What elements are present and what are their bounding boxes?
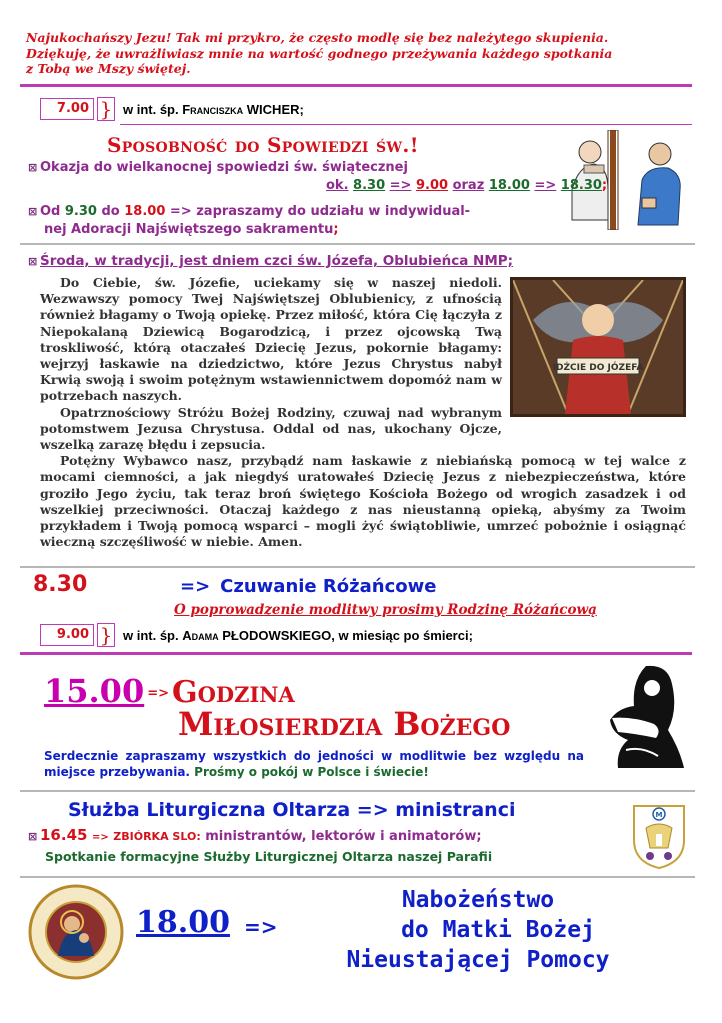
- wednesday-text: Środa, w tradycji, jest dniem czci św. Józefa, Oblubieńca NMP;: [40, 253, 514, 269]
- intention-name: Franciszka WICHER;: [182, 101, 304, 117]
- intention-prefix: w int. śp.: [123, 101, 183, 117]
- mercy-title-2: Miłosierdzia Bożego: [178, 705, 511, 743]
- times-i: ;: [601, 178, 608, 193]
- prayer-st-joseph: [40, 275, 686, 550]
- mercy-time: 15.00: [44, 672, 145, 710]
- times-f: 18.00: [488, 178, 530, 193]
- svg-text:M: M: [655, 811, 663, 819]
- divider: [20, 243, 695, 245]
- divider: [20, 790, 695, 792]
- divider: [120, 124, 692, 125]
- rosary-title: [180, 576, 436, 597]
- bullet-icon: ⊠: [28, 255, 38, 268]
- formation-meeting: Spotkanie formacyjne Służby Liturgicznej Oltarza naszej Parafii: [45, 849, 493, 864]
- times-d: 9.00: [415, 178, 449, 193]
- devotion-title: [288, 885, 668, 975]
- intention-prefix: w int. śp.: [123, 627, 183, 643]
- mercy-invitation: [44, 748, 584, 780]
- altar-servers-title: Służba Liturgiczna Oltarza => ministranci: [68, 799, 516, 821]
- bullet-icon: ⊠: [28, 205, 38, 218]
- divider: [20, 566, 695, 568]
- st-joseph-image: [510, 277, 686, 417]
- item2-c: do: [96, 204, 125, 219]
- confession-times: [326, 178, 607, 193]
- item2-f: nej Adoracji Najświętszego sakramentu: [44, 222, 334, 237]
- meeting-label: ZBIÓRKA SLO:: [113, 830, 201, 843]
- mass-time: 7.00: [40, 98, 94, 120]
- image-caption: IDŹCIE DO JÓZEFA: [552, 363, 644, 373]
- times-g: =>: [534, 178, 557, 193]
- devotion-line-3: Nieustającej Pomocy: [346, 947, 610, 973]
- peace-prayer-text: Prośmy o pokój w Polsce i świecie!: [194, 765, 429, 779]
- item2-e: => zapraszamy do udziału w indywidual-: [165, 204, 471, 219]
- invitation-text: Serdecznie zapraszamy wszystkich do jedności w modlitwie bez względu na miejsce przebywania.: [44, 749, 584, 779]
- mass-intention: [123, 628, 473, 643]
- mercy-title-1: Godzina: [172, 675, 295, 710]
- intro-line-3: z Tobą we Mszy świętej.: [26, 61, 191, 76]
- rosary-note: O poprowadzenie modlitwy prosimy Rodzinę Różańcową: [174, 602, 597, 618]
- confession-item-1: [28, 160, 408, 175]
- arrow-icon: =>: [180, 576, 211, 597]
- mass-time: 9.00: [40, 624, 94, 646]
- mass-intention: [123, 102, 304, 117]
- prayer-paragraph-3: Potężny Wybawco nasz, przybądź nam łaskawie z niebiańską pomocą w tej walce z mocami ciemności, a jak niegdyś uratowałeś Dziecię Jezus z niebezpieczeństwa, które groziło Jego życiu, tak teraz broń świętego Kościoła Bożego od wrogich zasadzek i od wszelkiej przeciwności. Otaczaj każdego z nas nieustanną opieką, abyśmy za Twoim przykładem i Twoją pomocą wsparci – mogli żyć świątobliwie, umrzeć pobożnie i osiągnąć wieczną szczęśliwość w niebie. Amen.: [40, 453, 686, 550]
- prayer-paragraph-1: Do Ciebie, św. Józefie, uciekamy się w naszej niedoli. Wezwawszy pomocy Twej Najświętszej Oblubienicy, z ufnością również błagamy o Twoją opiekę. Przez miłość, która Cię łączyła z Niepokalaną Dziewicą Bogarodzicą, i przez ojcowską Twą troskliwość, którą otaczałeś Dziecię Jezus, pokornie błagamy: wejrzyj łaskawie na dziedzictwo, które Jezus Chrystus nabył Krwią swoją i swoim potężnym wstawiennictwem dopomóż nam w potrzebach naszych.: [40, 275, 502, 404]
- item2-a: Od: [40, 204, 65, 219]
- times-b: 8.30: [353, 178, 386, 193]
- meeting-time: 16.45: [40, 826, 88, 844]
- rosary-time: 8.30: [33, 572, 88, 597]
- brace-icon: }: [97, 97, 115, 121]
- divider: [20, 876, 695, 878]
- item2-b: 9.30: [64, 204, 97, 219]
- times-h: 18.30: [560, 178, 602, 193]
- brace-icon: }: [97, 623, 115, 647]
- mass-entry-9: [40, 622, 473, 648]
- confession-item-1-text: Okazja do wielkanocnej spowiedzi św. świątecznej: [40, 160, 408, 175]
- intro-line-2: Dziękuję, że uwrażliwiasz mnie na wartość godnego przeżywania każdego spotkania: [26, 45, 613, 61]
- rosary-title-text: Czuwanie Różańcowe: [220, 576, 437, 597]
- ministrant-emblem: [630, 800, 688, 870]
- confession-item-2: [28, 203, 588, 239]
- wednesday-note: [28, 253, 513, 269]
- mass-entry-7: [40, 96, 304, 122]
- devotion-line-1: Nabożeństwo: [401, 887, 555, 913]
- times-c: =>: [389, 178, 412, 193]
- times-e: oraz: [452, 178, 485, 193]
- intro-line-1: Najukochańszy Jezu! Tak mi przykro, że często modlę się bez należytego skupienia.: [26, 30, 609, 45]
- intention-suffix: , w miesiąc po śmierci;: [331, 627, 473, 643]
- devotion-line-2: do Matki Bożej: [401, 917, 595, 943]
- arrow-icon: =>: [91, 832, 109, 843]
- divider: [20, 652, 692, 655]
- item2-g: ;: [333, 222, 339, 237]
- arrow-icon: =>: [147, 686, 169, 701]
- times-a: ok.: [326, 178, 349, 193]
- devotion-time: 18.00: [136, 905, 230, 940]
- bullet-icon: ⊠: [28, 830, 38, 843]
- pieta-illustration: [598, 660, 688, 770]
- prayer-paragraph-2: Opatrznościowy Stróżu Bożej Rodziny, czuwaj nad wybranym potomstwem Jezusa Chrystusa. Oddal od nas, ukochany Ojcze, wszelką zarazę błędu i zepsucia.: [40, 404, 502, 453]
- confession-title: Sposobność do Spowiedzi św.!: [107, 133, 419, 157]
- our-lady-medallion: [28, 884, 124, 980]
- bullet-icon: ⊠: [28, 161, 38, 174]
- divider: [20, 84, 692, 87]
- intro-prayer: [26, 30, 694, 77]
- intention-name: Adama PŁODOWSKIEGO: [182, 627, 332, 643]
- item2-d: 18.00: [124, 204, 166, 219]
- altar-servers-meeting: [28, 826, 482, 844]
- meeting-details: ministrantów, lektorów i animatorów;: [200, 829, 482, 844]
- arrow-icon: =>: [244, 915, 278, 939]
